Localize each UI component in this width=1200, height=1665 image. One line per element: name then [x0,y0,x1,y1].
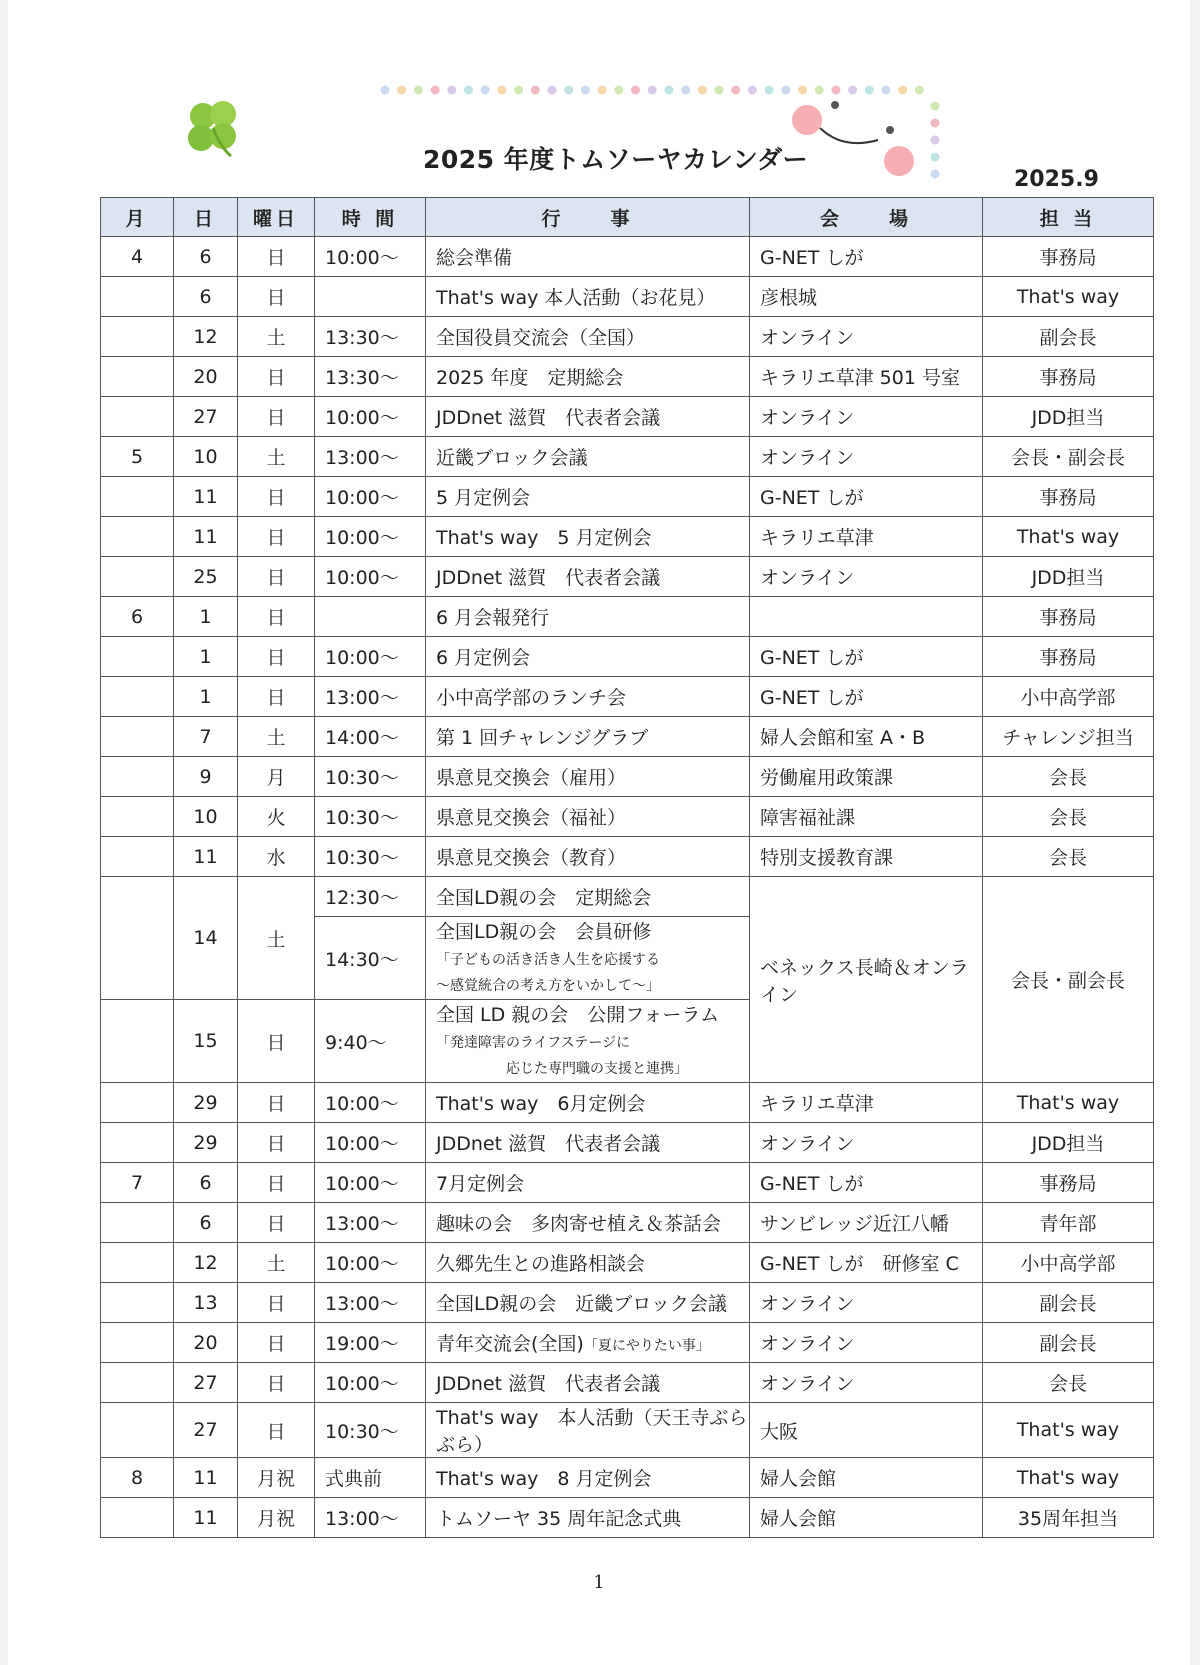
table-row [101,1283,1154,1323]
table-row [101,1323,1154,1363]
event-cell: That's way 6月定例会 [426,1083,750,1123]
weekday-cell: 日 [238,1203,315,1243]
month-cell [101,1403,174,1458]
event-cell: JDDnet 滋賀 代表者会議 [426,397,750,437]
venue-cell: 婦人会館和室 A・B [750,717,983,757]
event-cell: 県意見交換会（福祉） [426,797,750,837]
month-cell [101,1123,174,1163]
weekday-cell: 日 [238,637,315,677]
venue-cell: キラリエ草津 [750,1083,983,1123]
charge-cell: 35周年担当 [983,1498,1154,1538]
event-cell: 近畿ブロック会議 [426,437,750,477]
day-cell: 6 [174,237,238,277]
charge-cell: 会長・副会長 [983,437,1154,477]
time-cell: 14:30～ [315,917,426,1000]
venue-cell: 大阪 [750,1403,983,1458]
venue-cell: 彦根城 [750,277,983,317]
venue-cell: G-NET しが [750,637,983,677]
header-month: 月 [101,198,174,237]
month-cell [101,1083,174,1123]
table-row [101,1203,1154,1243]
month-cell [101,1203,174,1243]
month-cell [101,797,174,837]
time-cell: 10:00～ [315,1163,426,1203]
time-cell: 10:00～ [315,1243,426,1283]
charge-cell: 小中高学部 [983,1243,1154,1283]
header-event: 行 事 [426,198,750,237]
weekday-cell: 日 [238,357,315,397]
charge-cell: 会長 [983,797,1154,837]
weekday-cell: 日 [238,1403,315,1458]
day-cell: 6 [174,1203,238,1243]
charge-cell: 会長 [983,1363,1154,1403]
charge-cell: 事務局 [983,357,1154,397]
time-cell: 式典前 [315,1458,426,1498]
day-cell: 27 [174,397,238,437]
time-cell: 10:00～ [315,477,426,517]
venue-cell: オンライン [750,1323,983,1363]
weekday-cell: 日 [238,677,315,717]
event-cell: 6 月定例会 [426,637,750,677]
weekday-cell: 月祝 [238,1458,315,1498]
weekday-cell: 土 [238,717,315,757]
weekday-cell: 日 [238,1323,315,1363]
month-cell: 6 [101,597,174,637]
month-cell: 4 [101,237,174,277]
month-cell [101,1243,174,1283]
venue-cell: キラリエ草津 501 号室 [750,357,983,397]
day-cell: 1 [174,677,238,717]
charge-cell: 事務局 [983,637,1154,677]
table-row [101,837,1154,877]
table-row [101,357,1154,397]
table-row [101,1458,1154,1498]
time-cell: 10:30～ [315,757,426,797]
page-title: 2025 年度トムソーヤカレンダー [423,145,809,174]
document-date: 2025.9 [1014,167,1099,192]
charge-cell: 副会長 [983,317,1154,357]
table-row [101,1403,1154,1458]
day-cell: 11 [174,477,238,517]
venue-cell: G-NET しが [750,677,983,717]
month-cell [101,557,174,597]
event-subtitle: 「発達障害のライフステージに [436,1035,631,1051]
venue-cell: 労働雇用政策課 [750,757,983,797]
charge-cell: 会長 [983,757,1154,797]
weekday-cell: 日 [238,557,315,597]
day-cell: 6 [174,1163,238,1203]
day-cell: 14 [174,877,238,1000]
event-cell: That's way 8 月定例会 [426,1458,750,1498]
time-cell: 10:00～ [315,237,426,277]
charge-cell: 事務局 [983,477,1154,517]
venue-cell: キラリエ草津 [750,517,983,557]
month-cell [101,277,174,317]
event-cell [426,1000,750,1083]
event-cell: 7月定例会 [426,1163,750,1203]
venue-cell: G-NET しが [750,477,983,517]
time-cell: 10:30～ [315,837,426,877]
calendar-table [100,197,1154,1538]
month-cell [101,1363,174,1403]
weekday-cell: 土 [238,437,315,477]
charge-cell: 青年部 [983,1203,1154,1243]
day-cell: 27 [174,1403,238,1458]
month-cell [101,477,174,517]
event-cell: JDDnet 滋賀 代表者会議 [426,1363,750,1403]
day-cell: 1 [174,637,238,677]
charge-cell: 事務局 [983,597,1154,637]
time-cell: 10:00～ [315,1083,426,1123]
venue-cell: オンライン [750,1123,983,1163]
charge-cell: JDD担当 [983,397,1154,437]
table-row [101,637,1154,677]
month-cell [101,517,174,557]
weekday-cell: 火 [238,797,315,837]
time-cell: 10:00～ [315,1363,426,1403]
table-row [101,757,1154,797]
day-cell: 25 [174,557,238,597]
charge-cell: That's way [983,517,1154,557]
table-row [101,437,1154,477]
page-number: 1 [593,1572,605,1593]
day-cell: 20 [174,1323,238,1363]
time-cell: 14:00～ [315,717,426,757]
day-cell: 1 [174,597,238,637]
event-subtitle: 「子どもの活き活き人生を応援する [436,952,660,968]
header-row [101,198,1154,237]
weekday-cell: 土 [238,317,315,357]
header-day: 日 [174,198,238,237]
event-cell: 久郷先生との進路相談会 [426,1243,750,1283]
weekday-cell: 日 [238,1283,315,1323]
day-cell: 20 [174,357,238,397]
weekday-cell: 土 [238,877,315,1000]
day-cell: 9 [174,757,238,797]
event-cell [426,917,750,1000]
table-row [101,237,1154,277]
month-cell [101,1323,174,1363]
event-title: 全国LD親の会 会員研修 [436,921,652,943]
time-cell [315,597,426,637]
table-row [101,877,1154,917]
table-row [101,717,1154,757]
time-cell: 10:00～ [315,637,426,677]
table-row [101,797,1154,837]
event-note: 「夏にやりたい事」 [583,1338,710,1354]
event-cell: 県意見交換会（雇用） [426,757,750,797]
venue-cell: G-NET しが [750,237,983,277]
charge-cell: That's way [983,1403,1154,1458]
day-cell: 10 [174,797,238,837]
table-row [101,1498,1154,1538]
event-cell: 趣味の会 多肉寄せ植え＆茶話会 [426,1203,750,1243]
event-title: 青年交流会(全国) [436,1333,584,1355]
table-row [101,1363,1154,1403]
charge-cell: 会長 [983,837,1154,877]
time-cell [315,277,426,317]
weekday-cell: 日 [238,1363,315,1403]
weekday-cell: 日 [238,277,315,317]
venue-cell: ベネックス長崎＆オンライン [750,877,983,1083]
time-cell: 9:40～ [315,1000,426,1083]
charge-cell: 副会長 [983,1323,1154,1363]
time-cell: 10:00～ [315,517,426,557]
charge-cell: JDD担当 [983,1123,1154,1163]
event-cell: トムソーヤ 35 周年記念式典 [426,1498,750,1538]
table-row [101,477,1154,517]
event-cell: 小中高学部のランチ会 [426,677,750,717]
charge-cell: チャレンジ担当 [983,717,1154,757]
venue-cell: サンビレッジ近江八幡 [750,1203,983,1243]
header-time: 時 間 [315,198,426,237]
table-row [101,597,1154,637]
header-weekday: 曜日 [238,198,315,237]
event-cell: 全国LD親の会 近畿ブロック会議 [426,1283,750,1323]
month-cell [101,637,174,677]
day-cell: 11 [174,1458,238,1498]
month-cell [101,397,174,437]
charge-cell: That's way [983,1083,1154,1123]
event-cell: 第 1 回チャレンジグラブ [426,717,750,757]
time-cell: 10:00～ [315,1123,426,1163]
month-cell: 7 [101,1163,174,1203]
day-cell: 7 [174,717,238,757]
clover-icon [183,98,245,160]
day-cell: 6 [174,277,238,317]
time-cell: 13:00～ [315,437,426,477]
venue-cell: オンライン [750,397,983,437]
charge-cell: 副会長 [983,1283,1154,1323]
event-cell: That's way 5 月定例会 [426,517,750,557]
event-cell: 総会準備 [426,237,750,277]
table-row [101,1083,1154,1123]
charge-cell: 会長・副会長 [983,877,1154,1083]
weekday-cell: 日 [238,1000,315,1083]
month-cell [101,717,174,757]
day-cell: 29 [174,1083,238,1123]
event-cell: 県意見交換会（教育） [426,837,750,877]
month-cell: 5 [101,437,174,477]
header-venue: 会 場 [750,198,983,237]
day-cell: 15 [174,1000,238,1083]
table-row [101,1163,1154,1203]
month-cell [101,317,174,357]
weekday-cell: 日 [238,517,315,557]
event-cell: 6 月会報発行 [426,597,750,637]
table-row [101,677,1154,717]
time-cell: 13:00～ [315,1498,426,1538]
weekday-cell: 日 [238,1163,315,1203]
header-charge: 担 当 [983,198,1154,237]
event-subtitle: ～感覚統合の考え方をいかして～」 [436,978,660,994]
time-cell: 19:00～ [315,1323,426,1363]
venue-cell: 特別支援教育課 [750,837,983,877]
venue-cell: G-NET しが [750,1163,983,1203]
time-cell: 12:30～ [315,877,426,917]
event-cell: 5 月定例会 [426,477,750,517]
time-cell: 13:00～ [315,1283,426,1323]
time-cell: 13:00～ [315,1203,426,1243]
venue-cell [750,597,983,637]
time-cell: 10:30～ [315,797,426,837]
day-cell: 11 [174,837,238,877]
day-cell: 11 [174,517,238,557]
day-cell: 12 [174,1243,238,1283]
event-subtitle: 応じた専門職の支援と連携」 [506,1061,688,1077]
table-row [101,1243,1154,1283]
event-cell: That's way 本人活動（お花見） [426,277,750,317]
charge-cell: That's way [983,277,1154,317]
charge-cell: 小中高学部 [983,677,1154,717]
charge-cell: JDD担当 [983,557,1154,597]
venue-cell: オンライン [750,557,983,597]
charge-cell: That's way [983,1458,1154,1498]
month-cell [101,1283,174,1323]
weekday-cell: 月祝 [238,1498,315,1538]
venue-cell: オンライン [750,1363,983,1403]
month-cell [101,1498,174,1538]
venue-cell: オンライン [750,1283,983,1323]
month-cell: 8 [101,1458,174,1498]
event-cell: That's way 本人活動（天王寺ぶらぶら） [426,1403,750,1458]
month-cell [101,757,174,797]
weekday-cell: 日 [238,1123,315,1163]
day-cell: 11 [174,1498,238,1538]
weekday-cell: 日 [238,1083,315,1123]
event-title: 全国 LD 親の会 公開フォーラム [436,1004,720,1026]
table-row [101,517,1154,557]
venue-cell: 婦人会館 [750,1498,983,1538]
event-cell: 全国LD親の会 定期総会 [426,877,750,917]
table-row [101,317,1154,357]
month-cell [101,677,174,717]
day-cell: 29 [174,1123,238,1163]
table-row [101,397,1154,437]
time-cell: 13:30～ [315,317,426,357]
venue-cell: オンライン [750,317,983,357]
time-cell: 13:30～ [315,357,426,397]
venue-cell: オンライン [750,437,983,477]
month-cell [101,837,174,877]
venue-cell: G-NET しが 研修室 C [750,1243,983,1283]
weekday-cell: 日 [238,237,315,277]
event-cell: 全国役員交流会（全国） [426,317,750,357]
charge-cell: 事務局 [983,1163,1154,1203]
day-cell: 27 [174,1363,238,1403]
event-cell [426,1323,750,1363]
event-cell: JDDnet 滋賀 代表者会議 [426,1123,750,1163]
time-cell: 10:00～ [315,557,426,597]
weekday-cell: 月 [238,757,315,797]
event-cell: JDDnet 滋賀 代表者会議 [426,557,750,597]
time-cell: 10:00～ [315,397,426,437]
day-cell: 12 [174,317,238,357]
month-cell [101,357,174,397]
table-row [101,557,1154,597]
table-row [101,277,1154,317]
weekday-cell: 水 [238,837,315,877]
weekday-cell: 日 [238,477,315,517]
venue-cell: 婦人会館 [750,1458,983,1498]
day-cell: 13 [174,1283,238,1323]
day-cell: 10 [174,437,238,477]
time-cell: 10:30～ [315,1403,426,1458]
venue-cell: 障害福祉課 [750,797,983,837]
table-row [101,1123,1154,1163]
weekday-cell: 日 [238,397,315,437]
time-cell: 13:00～ [315,677,426,717]
weekday-cell: 日 [238,597,315,637]
weekday-cell: 土 [238,1243,315,1283]
document-page [8,0,1190,1665]
charge-cell: 事務局 [983,237,1154,277]
event-cell: 2025 年度 定期総会 [426,357,750,397]
